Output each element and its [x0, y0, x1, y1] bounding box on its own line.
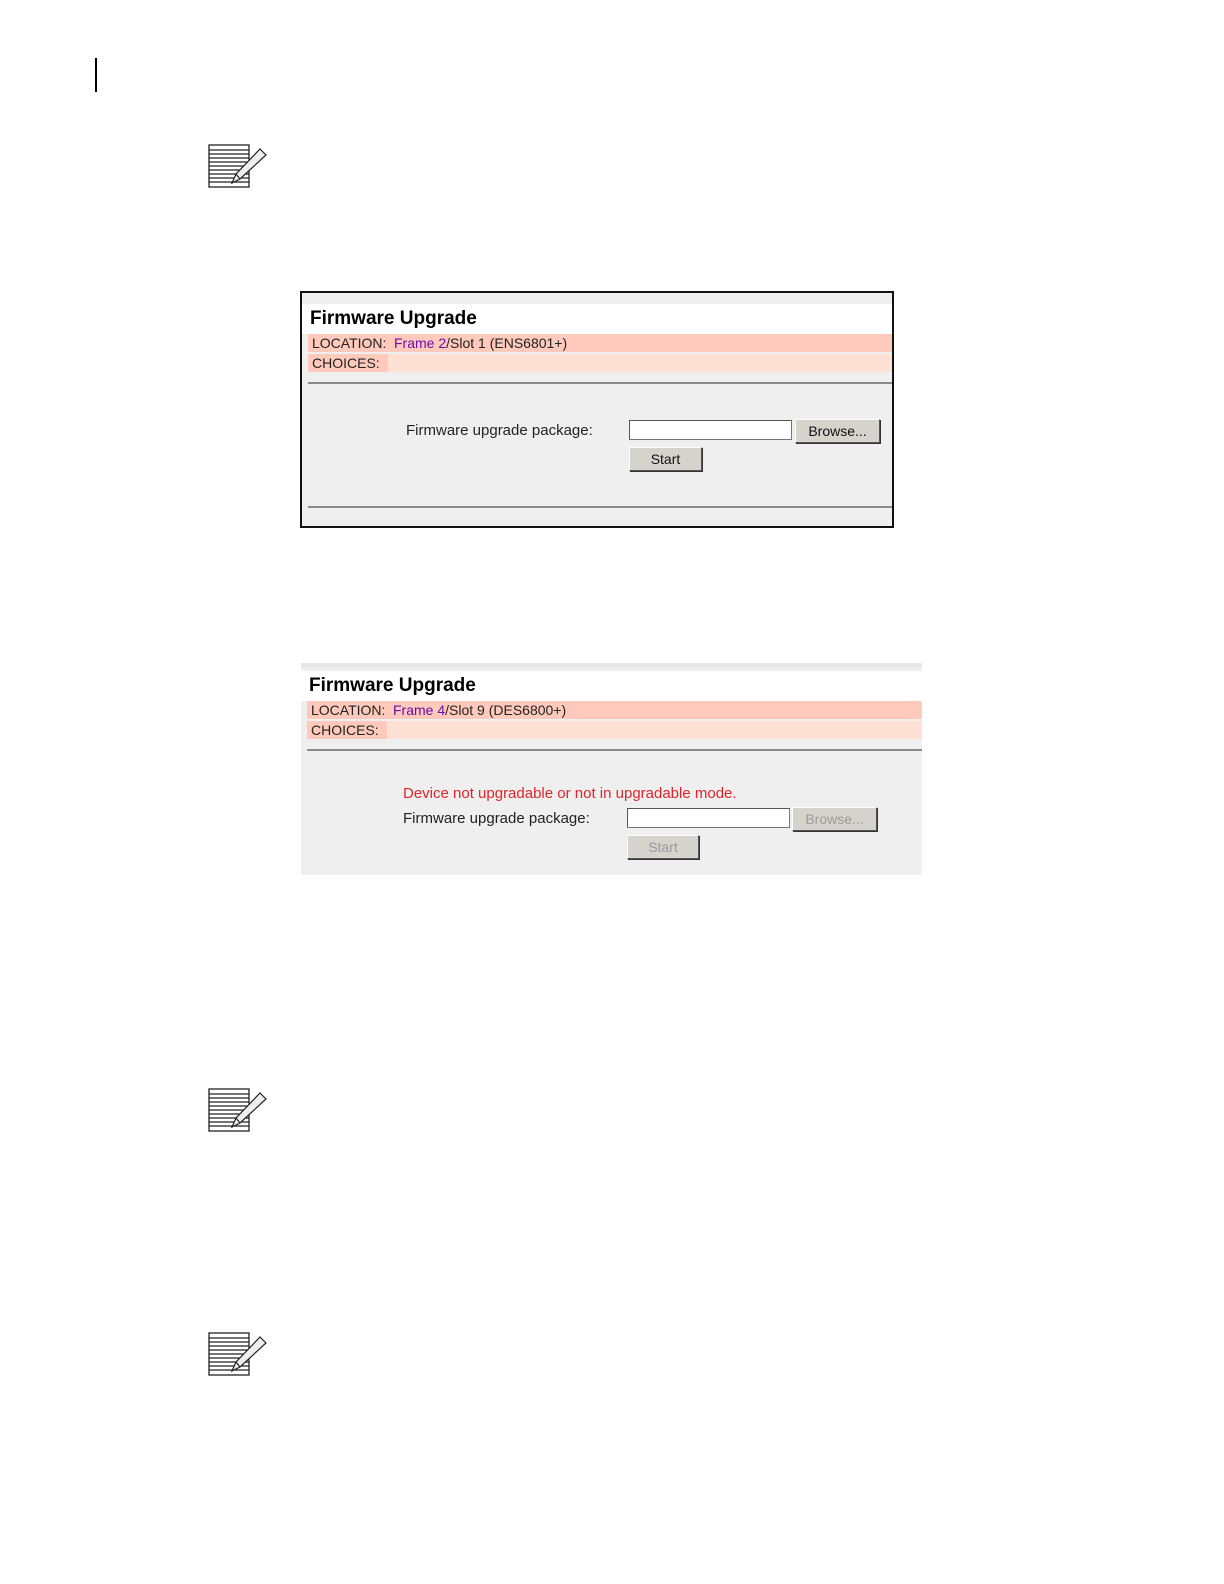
firmware-upgrade-panel-disabled: [301, 663, 922, 875]
location-value: [394, 334, 567, 352]
panel-title: Firmware Upgrade: [301, 671, 922, 701]
firmware-package-input[interactable]: [627, 808, 790, 828]
start-button[interactable]: Start: [629, 447, 702, 471]
frame-link[interactable]: Frame 2: [394, 335, 447, 351]
firmware-package-label: Firmware upgrade package:: [403, 810, 590, 827]
divider: [308, 506, 892, 508]
frame-link[interactable]: Frame 4: [393, 702, 446, 718]
slot-text: /Slot 9 (DES6800+): [445, 702, 567, 718]
slot-text: /Slot 1 (ENS6801+): [446, 335, 568, 351]
choices-label: CHOICES:: [308, 354, 388, 372]
choices-row: [308, 354, 892, 372]
location-row: [307, 701, 922, 719]
location-value: [393, 701, 566, 719]
location-row: [308, 334, 892, 352]
change-bar: [95, 58, 97, 92]
firmware-upgrade-panel: [300, 291, 894, 528]
note-pencil-icon: [208, 1087, 268, 1133]
error-message: Device not upgradable or not in upgradable mode.: [403, 785, 737, 802]
note-pencil-icon: [208, 143, 268, 189]
choices-row: [307, 721, 922, 739]
start-button[interactable]: Start: [627, 835, 699, 859]
browse-button[interactable]: Browse...: [795, 419, 880, 443]
choices-label: CHOICES:: [307, 721, 387, 739]
firmware-package-input[interactable]: [629, 420, 792, 440]
location-label: LOCATION:: [307, 701, 387, 719]
note-pencil-icon: [208, 1331, 268, 1377]
divider: [308, 382, 892, 384]
firmware-package-label: Firmware upgrade package:: [406, 422, 593, 439]
browse-button[interactable]: Browse...: [792, 807, 877, 831]
location-label: LOCATION:: [308, 334, 388, 352]
panel-title: Firmware Upgrade: [302, 304, 892, 334]
divider: [307, 749, 922, 751]
